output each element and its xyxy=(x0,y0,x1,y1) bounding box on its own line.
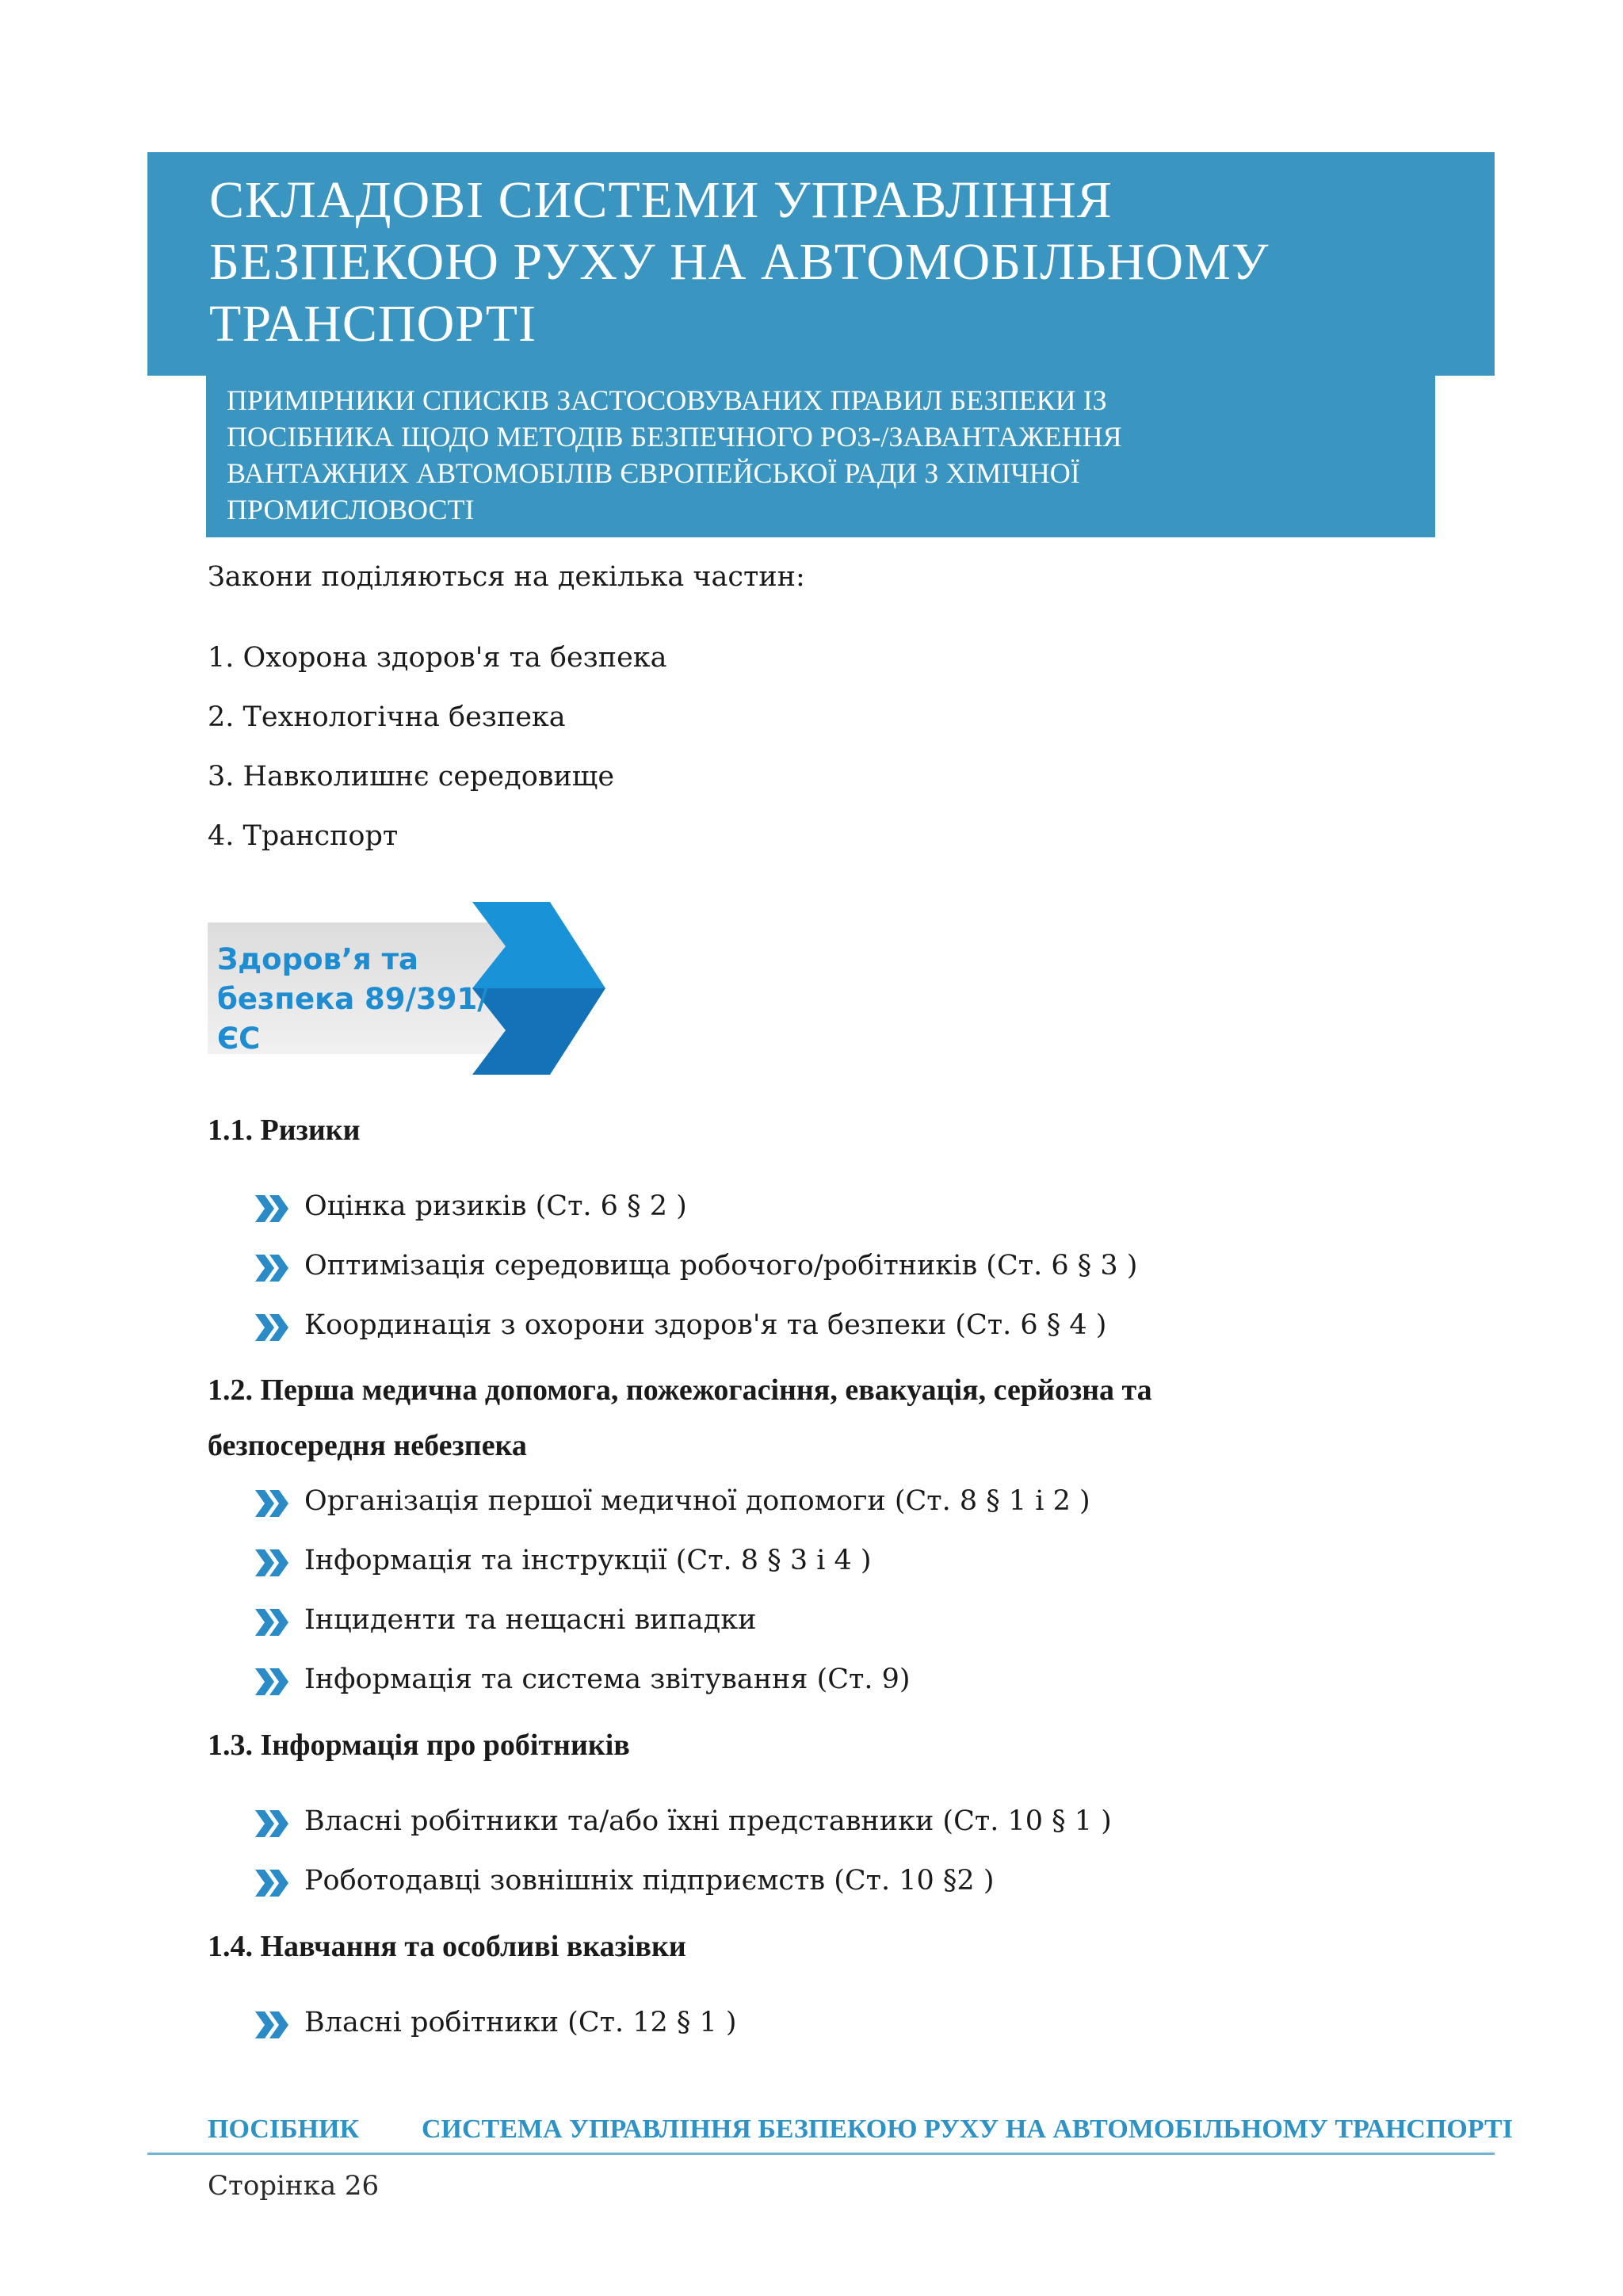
intro-text: Закони поділяються на декілька частин: xyxy=(208,561,805,593)
list-item-text: Оптимізація середовища робочого/робітників (Ст. 6 § 3 ) xyxy=(304,1250,1138,1282)
list-item xyxy=(255,1250,1138,1282)
section-heading: 1.1. Ризики xyxy=(208,1114,361,1147)
parts-item: 2. Технологічна безпека xyxy=(208,701,566,733)
parts-item: 3. Навколишнє середовище xyxy=(208,761,615,793)
double-chevron-icon xyxy=(255,1314,290,1341)
subtitle-line: ВАНТАЖНИХ АВТОМОБІЛІВ ЄВРОПЕЙСЬКОЇ РАДИ З ХІМІЧНОЇ xyxy=(227,457,1080,489)
list-item-text: Власні робітники (Ст. 12 § 1 ) xyxy=(304,2007,737,2038)
footer-label: ПОСІБНИК xyxy=(208,2115,360,2144)
arrow-label-line: безпека 89/391/ЄС xyxy=(217,982,488,1056)
title-banner xyxy=(147,152,1495,376)
footer-divider xyxy=(147,2153,1495,2155)
double-chevron-icon xyxy=(255,1255,290,1282)
list-item xyxy=(255,1190,687,1222)
double-chevron-icon xyxy=(255,1668,290,1695)
arrow-label-line: Здоров’я та xyxy=(217,942,419,976)
parts-item: 1. Охорона здоров'я та безпека xyxy=(208,642,667,674)
list-item xyxy=(255,2007,737,2038)
list-item-text: Оцінка ризиків (Ст. 6 § 2 ) xyxy=(304,1190,687,1222)
title-line: СКЛАДОВІ СИСТЕМИ УПРАВЛІННЯ xyxy=(209,171,1113,229)
subtitle-line: ПРОМИСЛОВОСТІ xyxy=(227,494,475,525)
list-item-text: Роботодавці зовнішніх підприємств (Ст. 10 §2 ) xyxy=(304,1865,995,1897)
arrow-label xyxy=(217,940,518,1059)
double-chevron-icon xyxy=(255,1195,290,1222)
list-item xyxy=(255,1485,1090,1517)
parts-item: 4. Транспорт xyxy=(208,820,399,852)
list-item-text: Інформація та система звітування (Ст. 9) xyxy=(304,1664,911,1695)
list-item xyxy=(255,1805,1112,1837)
list-item-text: Інциденти та нещасні випадки xyxy=(304,1604,757,1636)
page-title xyxy=(209,170,1477,355)
double-chevron-icon xyxy=(255,1490,290,1517)
page-subtitle xyxy=(227,382,1415,528)
list-item-text: Інформація та інструкції (Ст. 8 § 3 і 4 ) xyxy=(304,1545,872,1576)
footer-title: СИСТЕМА УПРАВЛІННЯ БЕЗПЕКОЮ РУХУ НА АВТОМОБІЛЬНОМУ ТРАНСПОРТІ xyxy=(422,2115,1513,2144)
section-heading: 1.2. Перша медична допомога, пожежогасіння, евакуація, серйозна та xyxy=(208,1373,1152,1407)
double-chevron-icon xyxy=(255,2011,290,2038)
list-item-text: Координація з охорони здоров'я та безпеки (Ст. 6 § 4 ) xyxy=(304,1309,1107,1341)
title-line: ТРАНСПОРТІ xyxy=(209,295,537,353)
subtitle-banner xyxy=(206,376,1435,537)
list-item xyxy=(255,1604,757,1636)
subtitle-line: ПОСІБНИКА ЩОДО МЕТОДІВ БЕЗПЕЧНОГО РОЗ-/ЗАВАНТАЖЕННЯ xyxy=(227,421,1122,453)
section-heading: безпосередня небезпека xyxy=(208,1429,527,1462)
page-number: Сторінка 26 xyxy=(208,2170,380,2202)
list-item-text: Власні робітники та/або їхні представники (Ст. 10 § 1 ) xyxy=(304,1805,1112,1837)
section-heading: 1.4. Навчання та особливі вказівки xyxy=(208,1930,686,1963)
title-line: БЕЗПЕКОЮ РУХУ НА АВТОМОБІЛЬНОМУ xyxy=(209,233,1270,291)
subtitle-line: ПРИМІРНИКИ СПИСКІВ ЗАСТОСОВУВАНИХ ПРАВИЛ БЕЗПЕКИ ІЗ xyxy=(227,384,1107,416)
double-chevron-icon xyxy=(255,1609,290,1636)
list-item xyxy=(255,1664,911,1695)
double-chevron-icon xyxy=(255,1810,290,1837)
double-chevron-icon xyxy=(255,1870,290,1897)
section-heading: 1.3. Інформація про робітників xyxy=(208,1729,630,1762)
list-item xyxy=(255,1865,995,1897)
list-item-text: Організація першої медичної допомоги (Ст. 8 § 1 і 2 ) xyxy=(304,1485,1090,1517)
list-item xyxy=(255,1545,872,1576)
double-chevron-icon xyxy=(255,1549,290,1576)
list-item xyxy=(255,1309,1107,1341)
